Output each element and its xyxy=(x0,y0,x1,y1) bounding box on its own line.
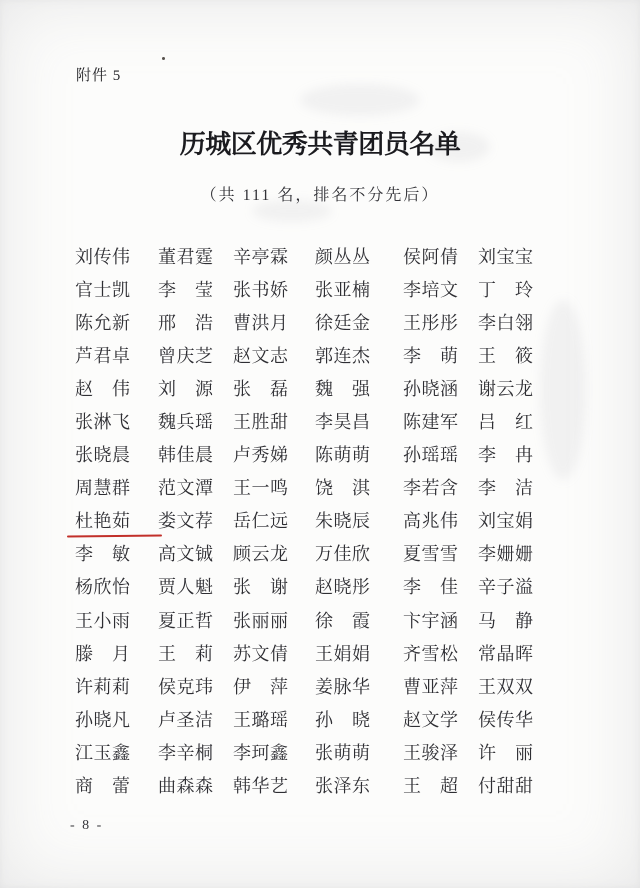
name-cell: 曹洪月 xyxy=(233,312,289,333)
name-cell: 王 超 xyxy=(403,776,459,797)
name-cell: 孙晓涵 xyxy=(403,378,459,399)
roster-row xyxy=(75,239,555,272)
name-cell: 王小雨 xyxy=(75,610,131,631)
page-number: - 8 - xyxy=(70,818,104,833)
name-cell: 贾人魁 xyxy=(158,577,214,598)
name-cell: 王 筱 xyxy=(478,345,534,366)
name-cell: 李 洁 xyxy=(478,478,534,499)
roster-row xyxy=(75,537,555,570)
name-cell: 辛亭霖 xyxy=(233,246,289,267)
name-cell: 徐 霞 xyxy=(315,610,371,631)
name-cell-highlighted: 杜艳茹 xyxy=(75,507,131,533)
bleed-through-mark xyxy=(300,84,420,116)
name-cell: 赵 伟 xyxy=(75,378,131,399)
name-cell: 陈萌萌 xyxy=(315,445,371,466)
roster-row xyxy=(75,338,555,371)
roster-row xyxy=(75,471,555,504)
name-cell: 付甜甜 xyxy=(478,776,534,797)
name-cell: 商 蕾 xyxy=(75,776,131,797)
name-cell: 李 萌 xyxy=(403,345,459,366)
name-cell: 李白翎 xyxy=(478,312,534,333)
name-cell: 张亚楠 xyxy=(315,279,371,300)
name-cell: 万佳欣 xyxy=(315,544,371,565)
name-cell: 张 磊 xyxy=(233,378,289,399)
name-cell: 高兆伟 xyxy=(403,511,459,532)
roster-row xyxy=(75,305,555,338)
name-cell: 娄文荐 xyxy=(158,511,214,532)
name-cell: 顾云龙 xyxy=(233,544,289,565)
name-cell: 苏文倩 xyxy=(233,643,289,664)
name-cell: 王娟娟 xyxy=(315,643,371,664)
name-cell: 王 莉 xyxy=(158,643,214,664)
name-cell: 李 佳 xyxy=(403,577,459,598)
name-cell: 李 敏 xyxy=(75,544,131,565)
name-cell: 刘传伟 xyxy=(75,246,131,267)
attachment-label: 附件 5 xyxy=(76,68,122,84)
roster-row xyxy=(75,769,555,802)
name-cell: 赵文志 xyxy=(233,345,289,366)
name-cell: 刘 源 xyxy=(158,378,214,399)
name-cell: 芦君卓 xyxy=(75,345,131,366)
name-cell: 赵文学 xyxy=(403,709,459,730)
roster-row xyxy=(75,636,555,669)
roster-row xyxy=(75,735,555,768)
name-cell: 侯传华 xyxy=(478,709,534,730)
roster-row xyxy=(75,669,555,702)
name-cell: 周慧群 xyxy=(75,478,131,499)
name-cell: 郭连杰 xyxy=(315,345,371,366)
name-cell: 王彤彤 xyxy=(403,312,459,333)
name-cell: 魏兵瑶 xyxy=(158,412,214,433)
name-cell: 王璐瑶 xyxy=(233,709,289,730)
name-cell: 张晓晨 xyxy=(75,445,131,466)
document-title: 历城区优秀共青团员名单 xyxy=(179,130,461,159)
name-cell: 滕 月 xyxy=(75,643,131,664)
ink-speck xyxy=(162,57,165,60)
name-cell: 张丽丽 xyxy=(233,610,289,631)
name-cell: 赵晓彤 xyxy=(315,577,371,598)
roster-row xyxy=(75,603,555,636)
name-cell: 侯克玮 xyxy=(158,676,214,697)
name-cell: 卞宇涵 xyxy=(403,610,459,631)
name-cell: 陈允新 xyxy=(75,312,131,333)
roster-row xyxy=(75,570,555,603)
name-cell: 范文潭 xyxy=(158,478,214,499)
name-cell: 王胜甜 xyxy=(233,412,289,433)
name-cell: 李若含 xyxy=(403,478,459,499)
name-cell: 高文铖 xyxy=(158,544,214,565)
name-cell: 张书娇 xyxy=(233,279,289,300)
name-cell: 曲森森 xyxy=(158,776,214,797)
name-cell: 辛子溢 xyxy=(478,577,534,598)
name-cell: 董君霆 xyxy=(158,246,214,267)
name-cell: 马 静 xyxy=(478,610,534,631)
name-cell: 饶 淇 xyxy=(315,478,371,499)
name-cell: 韩华艺 xyxy=(233,776,289,797)
name-cell: 官士凯 xyxy=(75,279,131,300)
name-cell: 孙瑶瑶 xyxy=(403,445,459,466)
name-cell: 张泽东 xyxy=(315,776,371,797)
name-cell: 伊 萍 xyxy=(233,676,289,697)
name-cell: 丁 玲 xyxy=(478,279,534,300)
name-cell: 李 冉 xyxy=(478,445,534,466)
member-name-roster xyxy=(75,239,555,802)
roster-row xyxy=(75,371,555,404)
name-cell: 杨欣怡 xyxy=(75,577,131,598)
name-cell: 岳仁远 xyxy=(233,511,289,532)
name-cell: 李培文 xyxy=(403,279,459,300)
name-cell: 李辛桐 xyxy=(158,742,214,763)
name-cell: 魏 强 xyxy=(315,378,371,399)
name-cell: 王一鸣 xyxy=(233,478,289,499)
name-cell: 姜脉华 xyxy=(315,676,371,697)
name-cell: 李 莹 xyxy=(158,279,214,300)
name-cell: 侯阿倩 xyxy=(403,246,459,267)
name-cell: 王双双 xyxy=(478,676,534,697)
name-cell: 李昊昌 xyxy=(315,412,371,433)
name-cell: 吕 红 xyxy=(478,412,534,433)
name-cell: 张淋飞 xyxy=(75,412,131,433)
name-cell: 韩佳晨 xyxy=(158,445,214,466)
name-cell: 孙 晓 xyxy=(315,709,371,730)
name-cell: 江玉鑫 xyxy=(75,742,131,763)
name-cell: 许 丽 xyxy=(478,742,534,763)
name-cell: 邢 浩 xyxy=(158,312,214,333)
name-cell: 李珂鑫 xyxy=(233,742,289,763)
name-cell: 刘宝娟 xyxy=(478,511,534,532)
name-cell: 王骏泽 xyxy=(403,742,459,763)
roster-row xyxy=(75,702,555,735)
roster-row xyxy=(75,438,555,471)
name-cell: 曾庆芝 xyxy=(158,345,214,366)
name-cell: 孙晓凡 xyxy=(75,709,131,730)
name-cell: 谢云龙 xyxy=(478,378,534,399)
name-cell: 李姗姗 xyxy=(478,544,534,565)
name-cell: 张萌萌 xyxy=(315,742,371,763)
name-cell: 齐雪松 xyxy=(403,643,459,664)
name-cell: 夏雪雪 xyxy=(403,544,459,565)
roster-row xyxy=(75,272,555,305)
name-cell: 卢秀娣 xyxy=(233,445,289,466)
name-cell: 徐廷金 xyxy=(315,312,371,333)
name-cell: 夏正哲 xyxy=(158,610,214,631)
name-cell: 刘宝宝 xyxy=(478,246,534,267)
name-cell: 许莉莉 xyxy=(75,676,131,697)
name-cell: 朱晓辰 xyxy=(315,511,371,532)
roster-row xyxy=(75,504,555,537)
name-cell: 常晶晖 xyxy=(478,643,534,664)
name-cell: 陈建军 xyxy=(403,412,459,433)
roster-row xyxy=(75,404,555,437)
name-cell: 张 谢 xyxy=(233,577,289,598)
name-cell: 卢圣洁 xyxy=(158,709,214,730)
name-cell: 颜丛丛 xyxy=(315,246,371,267)
name-cell: 曹亚萍 xyxy=(403,676,459,697)
document-subtitle: （共 111 名，排名不分先后） xyxy=(200,187,440,204)
